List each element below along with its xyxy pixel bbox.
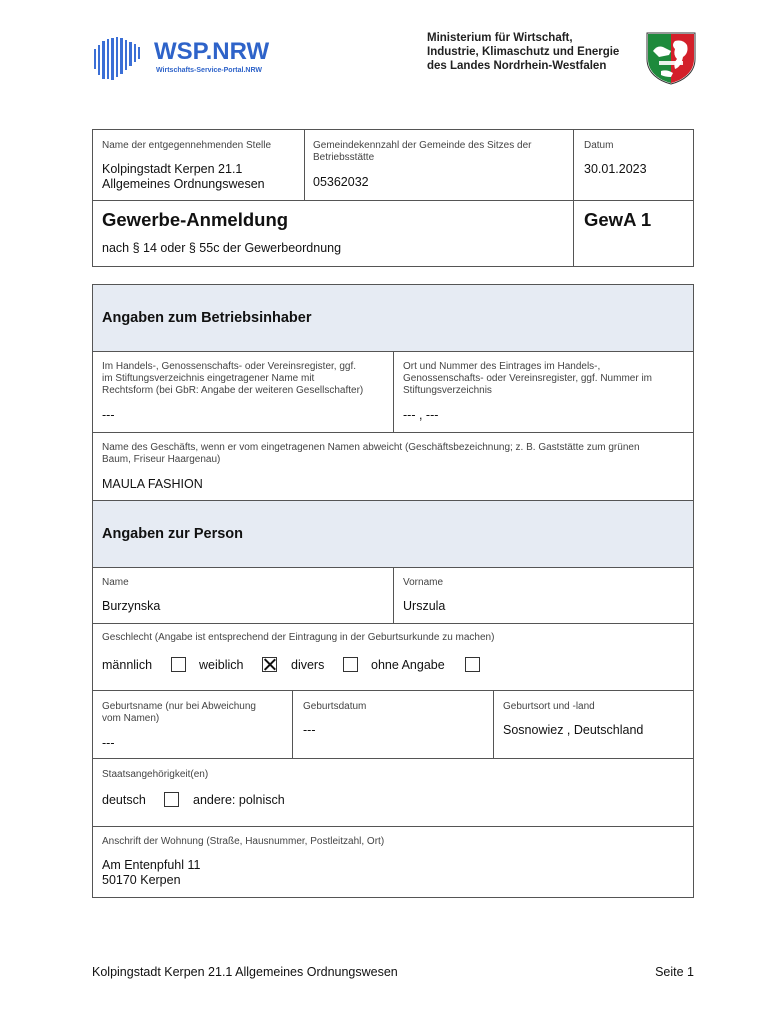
anschrift-label: Anschrift der Wohnung (Straße, Hausnummer, Postleitzahl, Ort) xyxy=(102,836,385,847)
section-person-title: Angaben zur Person xyxy=(102,526,243,542)
register-label-2: im Stiftungsverzeichnis eingetragener Name mit xyxy=(102,373,315,384)
nrw-coat-of-arms-icon xyxy=(645,31,697,85)
datum-value: 30.01.2023 xyxy=(584,162,647,176)
wsp-barcode-icon xyxy=(92,35,144,83)
geburtsname-label-2: vom Namen) xyxy=(102,713,160,724)
staat-label: Staatsangehörigkeit(en) xyxy=(102,769,209,780)
vorname-value: Urszula xyxy=(403,599,446,613)
geburtsdatum-label: Geburtsdatum xyxy=(303,701,367,712)
form-subtitle: nach § 14 oder § 55c der Gewerbeordnung xyxy=(102,241,342,255)
name-value: Burzynska xyxy=(102,599,161,613)
section-person xyxy=(93,501,693,567)
anschrift-line-2: 50170 Kerpen xyxy=(102,873,181,887)
gkz-label-1: Gemeindekennzahl der Gemeinde des Sitzes der xyxy=(313,140,532,151)
section-betriebsinhaber xyxy=(93,285,693,351)
geschaeft-label-1: Name des Geschäfts, wenn er vom eingetragenen Namen abweicht (Geschäftsbezeichnung; z. B. Gaststätte zum grünen xyxy=(102,442,640,453)
stelle-label: Name der entgegennehmenden Stelle xyxy=(102,140,272,151)
geburtsname-value: --- xyxy=(102,736,115,750)
geburtsort-value: Sosnowiez , Deutschland xyxy=(503,723,644,737)
opt-divers-label: divers xyxy=(291,658,325,672)
wsp-logo-subtitle: Wirtschafts-Service-Portal.NRW xyxy=(156,67,263,74)
datum-label: Datum xyxy=(584,140,614,151)
form-title: Gewerbe-Anmeldung xyxy=(102,209,289,230)
ministry-name xyxy=(427,31,632,73)
geschaeft-value: MAULA FASHION xyxy=(102,477,203,491)
gkz-label-2: Betriebsstätte xyxy=(313,152,375,163)
gkz-value: 05362032 xyxy=(313,175,369,189)
stelle-value-1: Kolpingstadt Kerpen 21.1 xyxy=(102,162,243,176)
ort-label-2: Genossenschafts- oder Vereinsregister, ggf. Nummer im xyxy=(403,373,652,384)
vorname-label: Vorname xyxy=(403,577,444,588)
opt-weiblich-label: weiblich xyxy=(199,658,244,672)
stelle-value-2: Allgemeines Ordnungswesen xyxy=(102,177,265,191)
register-label-1: Im Handels-, Genossenschafts- oder Vereinsregister, ggf. xyxy=(102,361,357,372)
section-betriebsinhaber-title: Angaben zum Betriebsinhaber xyxy=(102,310,312,326)
ort-label-3: Stiftungsverzeichnis xyxy=(403,385,492,396)
wsp-logo xyxy=(92,33,282,85)
staat-andere-label: andere: polnisch xyxy=(193,793,285,807)
ort-label-1: Ort und Nummer des Eintrages im Handels-, xyxy=(403,361,601,372)
checkbox-deutsch[interactable] xyxy=(164,792,179,807)
ort-value: --- , --- xyxy=(403,408,439,422)
register-value: --- xyxy=(102,408,115,422)
opt-maennlich-label: männlich xyxy=(102,658,153,672)
opt-ohne-label: ohne Angabe xyxy=(371,658,445,672)
geschlecht-label: Geschlecht (Angabe ist entsprechend der Eintragung in der Geburtsurkunde zu machen) xyxy=(102,632,495,643)
anschrift-line-1: Am Entenpfuhl 11 xyxy=(102,858,201,872)
ministry-line-3: des Landes Nordrhein-Westfalen xyxy=(427,60,607,72)
checkbox-maennlich[interactable] xyxy=(171,657,186,672)
form-code: GewA 1 xyxy=(584,209,652,230)
geburtsort-label: Geburtsort und -land xyxy=(503,701,595,712)
ministry-line-1: Ministerium für Wirtschaft, xyxy=(427,32,573,44)
geburtsdatum-value: --- xyxy=(303,723,316,737)
checkbox-ohne-angabe[interactable] xyxy=(465,657,480,672)
geschaeft-label-2: Baum, Friseur Haargenau) xyxy=(102,454,221,465)
footer-issuer: Kolpingstadt Kerpen 21.1 Allgemeines Ordnungswesen xyxy=(92,965,398,979)
checkbox-divers[interactable] xyxy=(343,657,358,672)
wsp-logo-text: WSP.NRW xyxy=(154,38,270,65)
checkbox-weiblich[interactable] xyxy=(262,657,277,672)
register-label-3: Rechtsform (bei GbR: Angabe der weiteren Gesellschafter) xyxy=(102,385,364,396)
footer-page-number: Seite 1 xyxy=(655,965,694,979)
ministry-line-2: Industrie, Klimaschutz und Energie xyxy=(427,46,620,58)
staat-deutsch-label: deutsch xyxy=(102,793,146,807)
geburtsname-label-1: Geburtsname (nur bei Abweichung xyxy=(102,701,256,712)
name-label: Name xyxy=(102,577,129,588)
